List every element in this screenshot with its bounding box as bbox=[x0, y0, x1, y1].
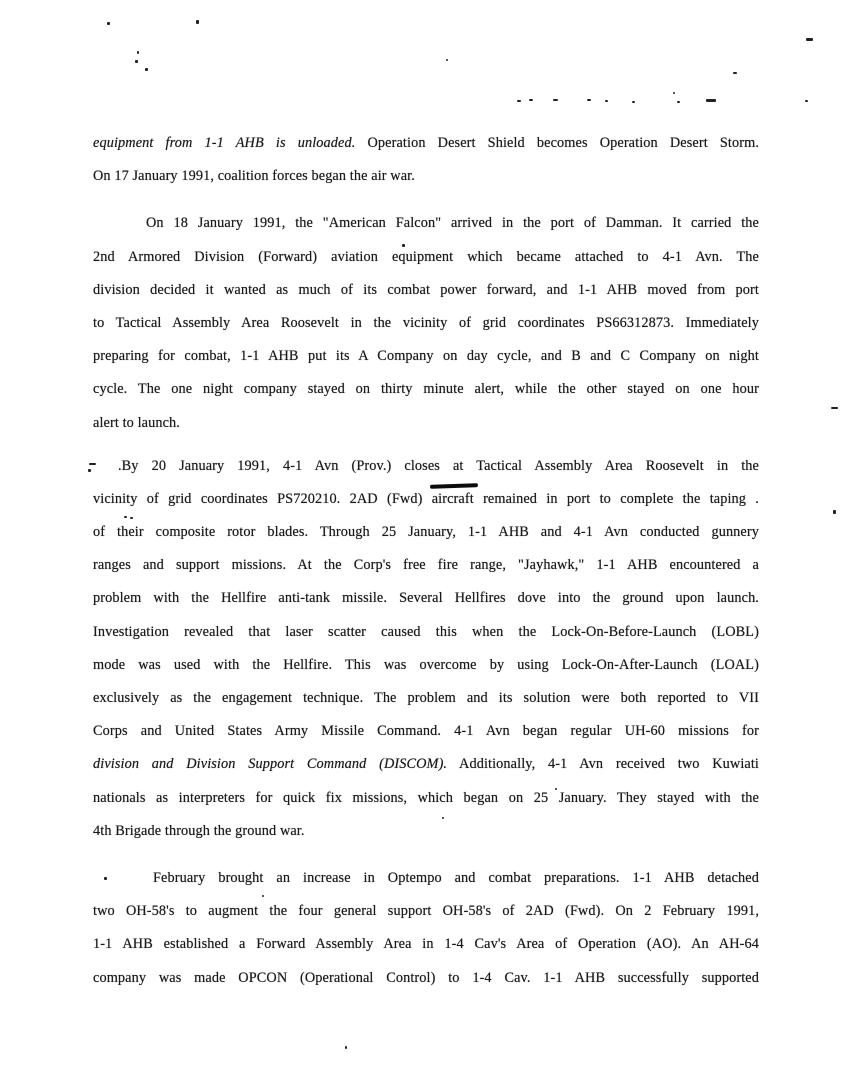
text-segment: 1-1 AHB established a Forward Assembly Area in 1-4 Cav's Area of Operation (AO). An AH-64 bbox=[93, 936, 759, 953]
paragraph bbox=[93, 862, 759, 995]
text-line bbox=[93, 340, 759, 373]
text-line bbox=[93, 160, 759, 193]
italic-text-segment: division and Division Support Command (DISCOM). bbox=[93, 756, 448, 773]
text-line bbox=[93, 549, 759, 582]
scan-speck bbox=[104, 877, 107, 880]
text-segment: exclusively as the engagement technique. The problem and its solution were both reported to VII bbox=[93, 690, 759, 706]
text-line bbox=[93, 373, 759, 406]
scan-speck bbox=[135, 60, 138, 63]
text-line bbox=[93, 127, 759, 160]
pen-scribble-mark: aircraft bbox=[432, 483, 474, 516]
scan-speck bbox=[130, 517, 133, 519]
paragraph bbox=[93, 127, 759, 193]
text-segment: Corps and United States Army Missile Command. 4-1 Avn began regular UH-60 missions for bbox=[93, 723, 759, 740]
text-segment: nationals as interpreters for quick fix missions, which began on 25 January. They stayed with the bbox=[93, 789, 759, 806]
scan-speck bbox=[517, 100, 521, 102]
text-segment: .By 20 January 1991, 4-1 Avn (Prov.) closes at Tactical Assembly Area Roosevelt in the bbox=[118, 457, 759, 474]
scan-speck bbox=[605, 100, 608, 102]
text-segment: Investigation revealed that laser scatter caused this when the Lock-On-Before-Launch (LOBL) bbox=[93, 623, 759, 640]
text-segment: problem with the Hellfire anti-tank missile. Several Hellfires dove into the ground upon launch. bbox=[93, 590, 759, 607]
scan-speck bbox=[831, 407, 838, 409]
scan-speck bbox=[806, 38, 813, 41]
text-segment: 2nd Armored Division (Forward) aviation equipment which became attached to 4-1 Avn. The bbox=[93, 248, 759, 265]
text-segment: remained in port to complete the taping . bbox=[473, 490, 759, 507]
text-segment: preparing for combat, 1-1 AHB put its A Company on day cycle, and B and C Company on night bbox=[93, 348, 759, 365]
text-segment: vicinity of grid coordinates PS720210. 2AD (Fwd) bbox=[93, 490, 432, 507]
scan-speck bbox=[706, 99, 716, 102]
text-line bbox=[93, 450, 759, 483]
text-line bbox=[93, 516, 759, 549]
text-segment: cycle. The one night company stayed on thirty minute alert, while the other stayed on one hour bbox=[93, 381, 759, 398]
text-segment: On 18 January 1991, the "American Falcon" arrived in the port of Damman. It carried the bbox=[146, 215, 759, 232]
text-segment: Operation Desert Shield becomes Operation Desert Storm. bbox=[355, 135, 759, 151]
scan-speck bbox=[587, 99, 591, 101]
scan-speck bbox=[553, 99, 558, 101]
text-line bbox=[93, 862, 759, 895]
scan-speck bbox=[262, 895, 264, 897]
scan-speck bbox=[805, 100, 808, 102]
scan-speck bbox=[733, 72, 737, 74]
text-line bbox=[93, 483, 759, 516]
scan-speck bbox=[89, 463, 96, 465]
italic-text-segment: equipment from 1-1 AHB is unloaded. bbox=[93, 135, 356, 151]
text-segment: two OH-58's to augment the four general support OH-58's of 2AD (Fwd). On 2 February 1991, bbox=[93, 903, 759, 920]
text-segment: Additionally, 4-1 Avn received two Kuwiati bbox=[447, 756, 759, 773]
scan-speck bbox=[145, 68, 148, 71]
text-segment: 4th Brigade through the ground war. bbox=[93, 822, 305, 839]
scan-speck bbox=[529, 99, 533, 101]
text-line bbox=[93, 895, 759, 928]
text-line bbox=[93, 649, 759, 682]
text-line bbox=[93, 582, 759, 615]
document-body bbox=[93, 127, 759, 995]
text-line bbox=[93, 928, 759, 961]
text-line bbox=[93, 407, 759, 440]
scan-speck bbox=[402, 244, 405, 247]
text-line bbox=[93, 307, 759, 340]
text-segment: mode was used with the Hellfire. This was overcome by using Lock-On-After-Launch (LOAL) bbox=[93, 656, 759, 673]
text-line bbox=[93, 241, 759, 274]
scan-speck bbox=[88, 469, 91, 472]
text-line bbox=[93, 274, 759, 307]
paragraph bbox=[93, 207, 759, 439]
text-line bbox=[93, 962, 759, 995]
text-segment: division decided it wanted as much of its combat power forward, and 1-1 AHB moved from port bbox=[93, 281, 759, 298]
scan-speck bbox=[677, 101, 680, 103]
scan-speck bbox=[442, 817, 444, 819]
scan-speck bbox=[107, 22, 110, 25]
text-segment: ranges and support missions. At the Corp's free fire range, "Jayhawk," 1-1 AHB encountered a bbox=[93, 557, 759, 574]
paragraph bbox=[93, 450, 759, 848]
text-line bbox=[93, 616, 759, 649]
scan-speck bbox=[124, 516, 127, 518]
text-line bbox=[93, 815, 759, 848]
text-segment: company was made OPCON (Operational Control) to 1-4 Cav. 1-1 AHB successfully supported bbox=[93, 969, 759, 986]
text-line bbox=[93, 782, 759, 815]
text-segment: On 17 January 1991, coalition forces began the air war. bbox=[93, 168, 415, 185]
text-segment: of their composite rotor blades. Through 25 January, 1-1 AHB and 4-1 Avn conducted gunnery bbox=[93, 524, 759, 541]
text-line bbox=[93, 682, 759, 715]
scan-speck bbox=[555, 788, 557, 790]
text-segment: to Tactical Assembly Area Roosevelt in the vicinity of grid coordinates PS66312873. Immediately bbox=[93, 314, 759, 331]
scan-speck bbox=[673, 92, 675, 94]
text-line bbox=[93, 715, 759, 748]
scan-speck bbox=[833, 510, 836, 514]
text-segment: February brought an increase in Optempo and combat preparations. 1-1 AHB detached bbox=[153, 869, 759, 886]
scan-speck bbox=[345, 1046, 347, 1049]
text-line bbox=[93, 207, 759, 240]
text-segment: alert to launch. bbox=[93, 414, 180, 431]
scan-speck bbox=[137, 51, 139, 54]
scan-speck bbox=[446, 59, 448, 61]
scan-speck bbox=[632, 101, 635, 103]
text-line bbox=[93, 748, 759, 781]
scan-speck bbox=[196, 20, 199, 24]
